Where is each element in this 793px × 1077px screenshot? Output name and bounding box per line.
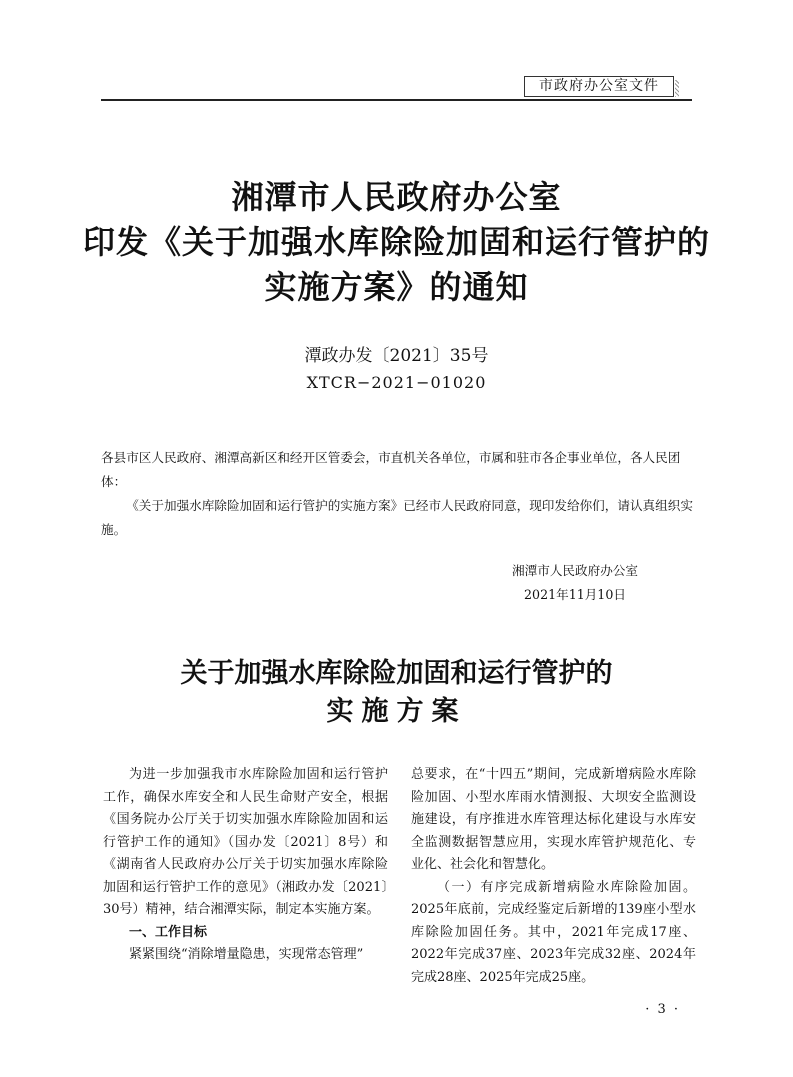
- left-column: [103, 764, 388, 967]
- intro-paragraph: 为进一步加强我市水库除险加固和运行管护工作，确保水库安全和人民生命财产安全，根据《国务院办公厅关于切实加强水库除险加固和运行管护工作的通知》（国办发〔2021〕8号）和《湖南省人民政府办公厅关于切实加强水库除险加固和运行管护工作的意见》（湘政办发〔2021〕30号）精神，结合湘潭实际，制定本实施方案。: [103, 767, 388, 917]
- document-title-line: 实施方案》的通知: [264, 268, 529, 306]
- goal-paragraph-continued: 总要求，在“十四五”期间，完成新增病险水库除险加固、小型水库雨水情测报、大坝安全监测设施建设，有序推进水库管理达标化建设与水库安全监测数据智慧应用，实现水库管护规范化、专业化、社会化和智慧化。: [411, 767, 696, 872]
- notice-recipients: 各县市区人民政府、湘潭高新区和经开区管委会，市直机关各单位，市属和驻市各企事业单位，各人民团体：: [101, 450, 681, 489]
- document-number: 潭政办发〔2021〕35号: [304, 346, 489, 366]
- plan-title-line: 关于加强水库除险加固和运行管护的: [180, 658, 613, 689]
- document-title-line: 印发《关于加强水库除险加固和运行管护的: [82, 223, 710, 261]
- notice-body: [101, 446, 693, 542]
- task-paragraph: （一）有序完成新增病险水库除险加固。2025年底前，完成经鉴定后新增的139座小型水库除险加固任务。其中，2021年完成17座、2022年完成37座、2023年完成32座、2024年完成28座、2025年完成25座。: [411, 879, 696, 985]
- right-column: [411, 764, 696, 989]
- document-category-tag: 市政府办公室文件: [524, 76, 674, 97]
- goal-paragraph: 紧紧围绕“消除增量隐患，实现常态管理”: [129, 947, 364, 962]
- notice-text: 《关于加强水库除险加固和运行管护的实施方案》已经市人民政府同意，现印发给你们，请认真组织实施。: [101, 498, 693, 537]
- section-heading: 一、工作目标: [129, 924, 208, 940]
- plan-title-line: 实施方案: [326, 696, 467, 727]
- header-rule: [101, 99, 692, 101]
- document-code: XTCR−2021−01020: [306, 373, 487, 392]
- issuer-name: 湘潭市人民政府办公室: [512, 563, 638, 578]
- plan-title: [60, 655, 733, 731]
- issue-date: 2021年11月10日: [524, 587, 626, 602]
- document-title: [60, 175, 733, 310]
- document-title-line: 湘潭市人民政府办公室: [231, 178, 562, 216]
- page-number: · 3 ·: [645, 1002, 680, 1017]
